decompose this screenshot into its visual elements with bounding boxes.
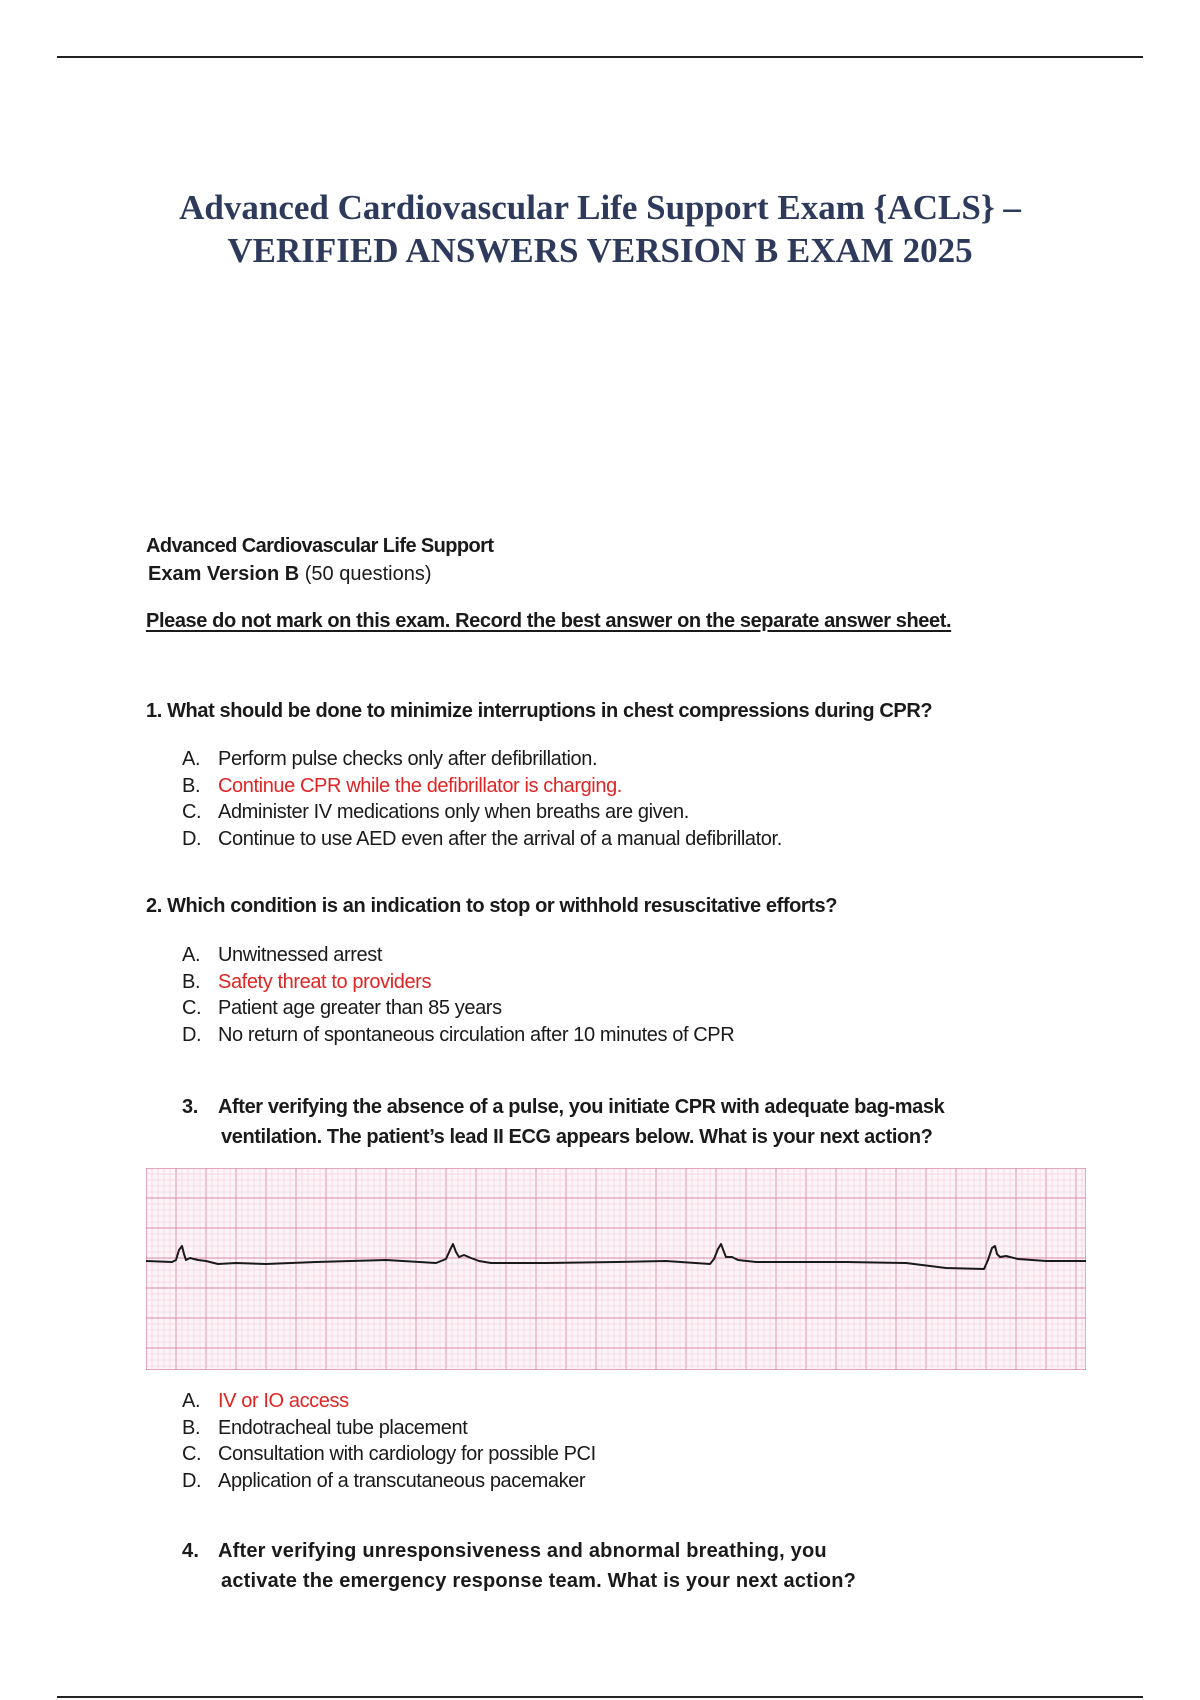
exam-instructions: Please do not mark on this exam. Record the best answer on the separate answer sheet. (146, 610, 952, 632)
option-letter: D. (182, 827, 202, 850)
option-letter: D. (182, 1469, 202, 1492)
question-2 (146, 895, 837, 918)
option-d (182, 1468, 596, 1495)
option-c (182, 995, 734, 1022)
exam-question-count: (50 questions) (299, 563, 432, 585)
question-text-line-1: After verifying unresponsiveness and abnormal breathing, you (218, 1540, 827, 1562)
question-1-options (182, 746, 782, 852)
option-c (182, 799, 782, 826)
option-letter: A. (182, 1390, 201, 1412)
exam-version-label: Exam Version B (148, 563, 300, 585)
question-3 (182, 1092, 1062, 1152)
document-title (100, 186, 1100, 272)
option-b (182, 1415, 596, 1442)
question-1 (146, 700, 932, 723)
question-number: 3. (182, 1096, 198, 1118)
option-letter: C. (182, 997, 202, 1019)
option-d (182, 826, 782, 853)
option-text: Application of a transcutaneous pacemaker (218, 1469, 586, 1492)
question-text-line-1: After verifying the absence of a pulse, you initiate CPR with adequate bag-mask (218, 1096, 945, 1118)
question-number: 1. (146, 700, 162, 722)
question-2-options (182, 942, 734, 1048)
top-rule (57, 56, 1143, 58)
title-line-1: Advanced Cardiovascular Life Support Exam {ACLS} – (179, 188, 1021, 227)
question-3-options (182, 1388, 596, 1494)
option-letter: B. (182, 970, 201, 993)
option-d (182, 1022, 734, 1049)
exam-header (146, 532, 493, 588)
option-text: IV or IO access (218, 1390, 349, 1412)
option-text: Unwitnessed arrest (218, 944, 382, 966)
exam-name: Advanced Cardiovascular Life Support (146, 535, 494, 557)
question-number: 2. (146, 895, 162, 917)
option-text: Perform pulse checks only after defibrillation. (218, 748, 598, 770)
option-text: No return of spontaneous circulation after 10 minutes of CPR (218, 1023, 735, 1046)
question-text: What should be done to minimize interruptions in chest compressions during CPR? (167, 700, 933, 722)
option-a (182, 942, 734, 969)
option-letter: B. (182, 774, 201, 797)
option-text: Administer IV medications only when breaths are given. (218, 801, 689, 823)
option-text: Endotracheal tube placement (218, 1416, 468, 1439)
question-number: 4. (182, 1540, 200, 1562)
title-line-2: VERIFIED ANSWERS VERSION B EXAM 2025 (227, 231, 973, 270)
option-letter: B. (182, 1416, 201, 1439)
question-text-line-2: activate the emergency response team. What is your next action? (221, 1570, 857, 1592)
option-a (182, 746, 782, 773)
option-letter: C. (182, 1443, 202, 1465)
option-b-correct (182, 969, 734, 996)
ecg-grid (146, 1168, 1086, 1370)
question-text-line-2: ventilation. The patient’s lead II ECG appears below. What is your next action? (221, 1126, 933, 1148)
option-text: Continue CPR while the defibrillator is charging. (218, 774, 622, 797)
exam-version (146, 560, 493, 588)
option-letter: A. (182, 944, 201, 966)
option-text: Continue to use AED even after the arrival of a manual defibrillator. (218, 827, 782, 850)
bottom-rule (57, 1696, 1143, 1698)
option-letter: C. (182, 801, 202, 823)
option-letter: D. (182, 1023, 202, 1046)
option-b-correct (182, 773, 782, 800)
option-a-correct (182, 1388, 596, 1415)
option-text: Safety threat to providers (218, 970, 432, 993)
option-text: Consultation with cardiology for possible PCI (218, 1443, 596, 1465)
option-letter: A. (182, 748, 201, 770)
question-4 (182, 1536, 912, 1596)
ecg-strip-lead-ii (146, 1168, 1086, 1370)
question-text: Which condition is an indication to stop or withhold resuscitative efforts? (167, 895, 838, 917)
option-c (182, 1441, 596, 1468)
option-text: Patient age greater than 85 years (218, 997, 502, 1019)
